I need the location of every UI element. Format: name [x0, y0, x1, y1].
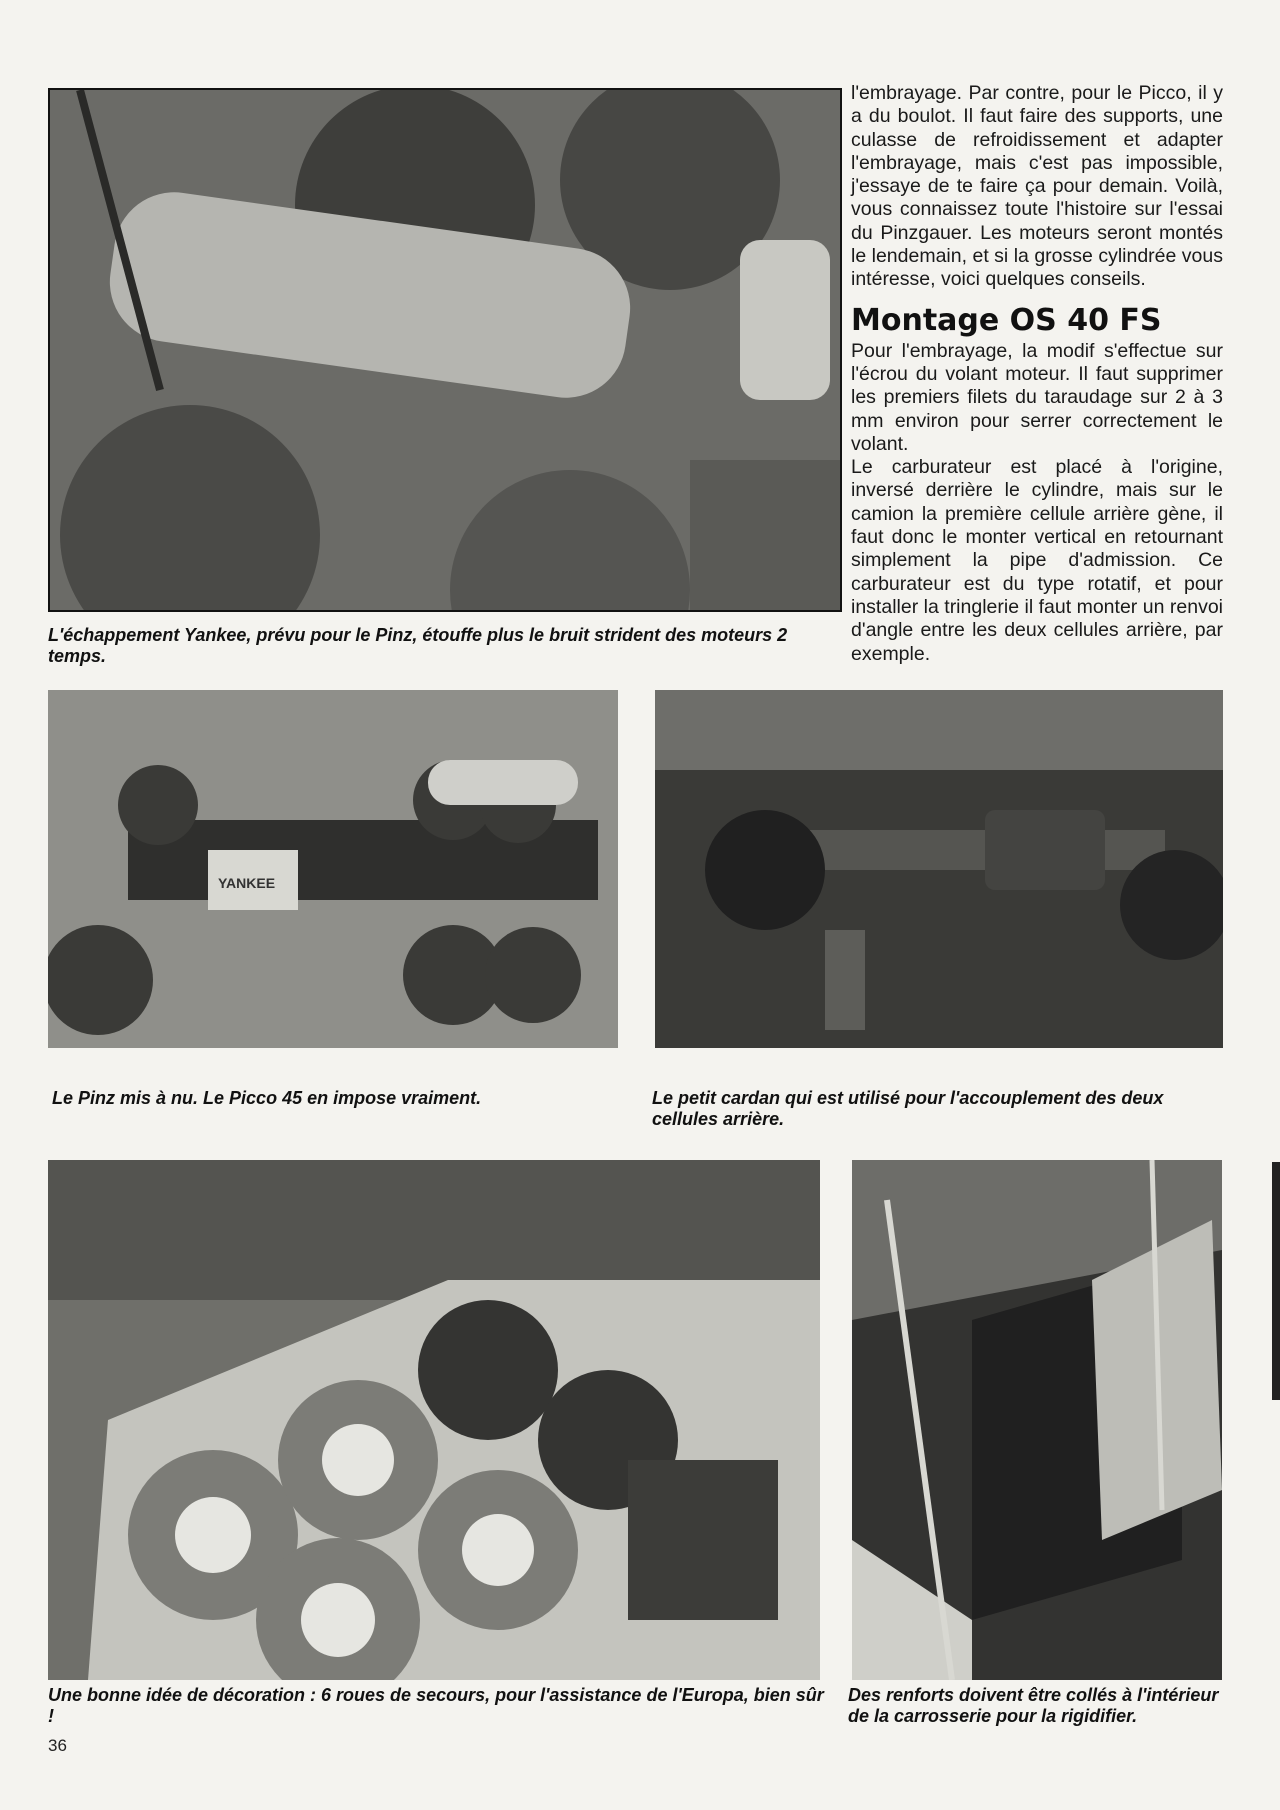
page-edge-mark — [1272, 1162, 1280, 1400]
photo-exhaust — [48, 88, 842, 612]
photo-spare-wheels — [48, 1160, 820, 1680]
page-number: 36 — [48, 1736, 67, 1755]
article-body — [851, 82, 1223, 666]
caption-cardan: Le petit cardan qui est utilisé pour l'accouplement des deux cellules arrière. — [652, 1088, 1164, 1129]
article-paragraph-2: Le carburateur est placé à l'origine, inversé derrière le cylindre, mais sur le camion la première cellule arrière gène, il faut donc le monter vertical en retournant simplement la pipe d'admission. Ce carburateur est du type rotatif, et pour installer la tringlerie il faut monter un renvoi d'angle entre les deux cellules arrière, par exemple. — [851, 456, 1223, 665]
photo-exhaust-graphic — [50, 90, 840, 610]
photo-wheels-graphic — [48, 1160, 820, 1680]
section-heading: Montage OS 40 FS — [851, 302, 1162, 338]
photo-cardan-graphic — [655, 690, 1223, 1048]
article-paragraph-1: Pour l'embrayage, la modif s'effectue sur l'écrou du volant moteur. Il faut supprimer les premiers filets du taraudage sur 2 à 3 mm environ pour serrer correctement le volant. — [851, 339, 1223, 455]
article-intro: l'embrayage. Par contre, pour le Picco, il y a du boulot. Il faut faire des supports, une culasse de refroidissement et adapter l'embrayage, mais c'est pas impossible, j'essaye de te faire ça pour demain. Voilà, vous connaissez toute l'histoire sur l'essai du Pinzgauer. Les moteurs seront montés le lendemain, et si la grosse cylindrée vous intéresse, voici quelques conseils. — [851, 82, 1223, 291]
caption-reinforcements: Des renforts doivent être collés à l'intérieur de la carrosserie pour la rigidifier. — [848, 1685, 1219, 1726]
photo-cardan — [655, 690, 1223, 1048]
caption-exhaust: L'échappement Yankee, prévu pour le Pinz, étouffe plus le bruit strident des moteurs 2 temps. — [48, 625, 788, 666]
caption-pinz-naked: Le Pinz mis à nu. Le Picco 45 en impose vraiment. — [52, 1088, 482, 1108]
photo-pinz-graphic — [48, 690, 618, 1048]
photo-reinforcements-graphic — [852, 1160, 1222, 1680]
caption-spare-wheels: Une bonne idée de décoration : 6 roues de secours, pour l'assistance de l'Europa, bien sûr ! — [48, 1685, 824, 1726]
photo-reinforcements — [852, 1160, 1222, 1680]
photo-pinz-naked — [48, 690, 618, 1048]
tank-label: YANKEE — [218, 875, 276, 891]
